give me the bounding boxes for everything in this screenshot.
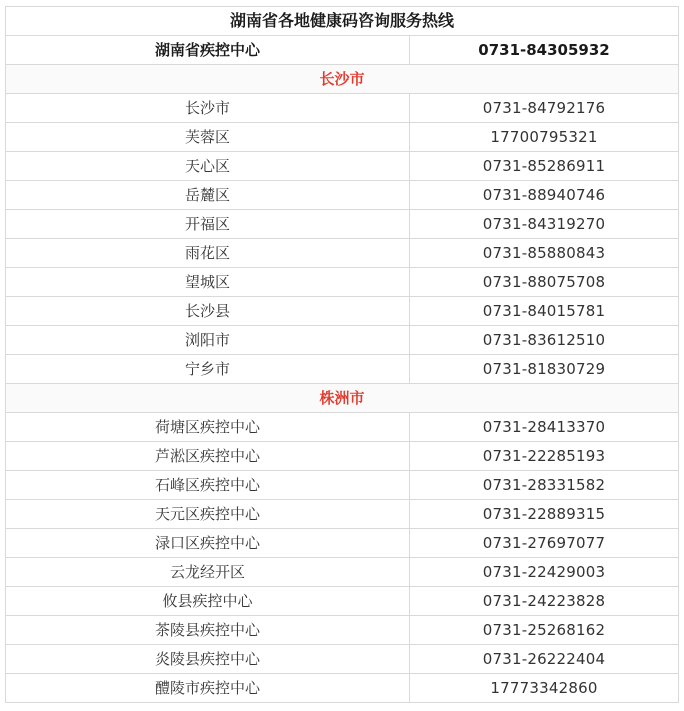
phone-number: 0731-84015781 [410,297,679,326]
region-name: 望城区 [6,268,410,297]
phone-number: 0731-22429003 [410,558,679,587]
phone-number: 0731-25268162 [410,616,679,645]
region-name: 芦淞区疾控中心 [6,442,410,471]
region-name: 开福区 [6,210,410,239]
hotline-table-container [5,6,678,703]
province-phone: 0731-84305932 [410,36,679,65]
phone-number: 17700795321 [410,123,679,152]
table-title-row [6,7,679,36]
region-name: 长沙县 [6,297,410,326]
phone-number: 0731-84792176 [410,94,679,123]
phone-number: 0731-24223828 [410,587,679,616]
phone-number: 0731-85880843 [410,239,679,268]
table-row [6,239,679,268]
table-row [6,500,679,529]
table-title: 湖南省各地健康码咨询服务热线 [6,7,679,36]
region-name: 石峰区疾控中心 [6,471,410,500]
table-row [6,355,679,384]
table-row [6,442,679,471]
phone-number: 0731-27697077 [410,529,679,558]
phone-number: 0731-88940746 [410,181,679,210]
region-name: 攸县疾控中心 [6,587,410,616]
phone-number: 0731-84319270 [410,210,679,239]
province-row [6,36,679,65]
region-name: 云龙经开区 [6,558,410,587]
region-name: 天元区疾控中心 [6,500,410,529]
province-name: 湖南省疾控中心 [6,36,410,65]
phone-number: 17773342860 [410,674,679,703]
section-header: 长沙市 [6,65,679,94]
region-name: 雨花区 [6,239,410,268]
phone-number: 0731-85286911 [410,152,679,181]
table-row [6,152,679,181]
phone-number: 0731-28331582 [410,471,679,500]
phone-number: 0731-81830729 [410,355,679,384]
phone-number: 0731-22285193 [410,442,679,471]
region-name: 荷塘区疾控中心 [6,413,410,442]
region-name: 岳麓区 [6,181,410,210]
section-header-row [6,384,679,413]
table-row [6,471,679,500]
table-row [6,558,679,587]
table-row [6,616,679,645]
phone-number: 0731-22889315 [410,500,679,529]
table-row [6,297,679,326]
phone-number: 0731-83612510 [410,326,679,355]
region-name: 浏阳市 [6,326,410,355]
table-row [6,529,679,558]
table-row [6,413,679,442]
region-name: 渌口区疾控中心 [6,529,410,558]
table-row [6,94,679,123]
region-name: 炎陵县疾控中心 [6,645,410,674]
phone-number: 0731-28413370 [410,413,679,442]
region-name: 醴陵市疾控中心 [6,674,410,703]
section-header-row [6,65,679,94]
table-row [6,645,679,674]
table-row [6,268,679,297]
phone-number: 0731-88075708 [410,268,679,297]
hotline-table [5,6,679,703]
table-row [6,587,679,616]
region-name: 茶陵县疾控中心 [6,616,410,645]
table-row [6,181,679,210]
table-row [6,674,679,703]
table-row [6,123,679,152]
region-name: 长沙市 [6,94,410,123]
region-name: 芙蓉区 [6,123,410,152]
table-row [6,326,679,355]
region-name: 宁乡市 [6,355,410,384]
table-row [6,210,679,239]
hotline-table-body [6,7,679,703]
section-header: 株洲市 [6,384,679,413]
region-name: 天心区 [6,152,410,181]
phone-number: 0731-26222404 [410,645,679,674]
